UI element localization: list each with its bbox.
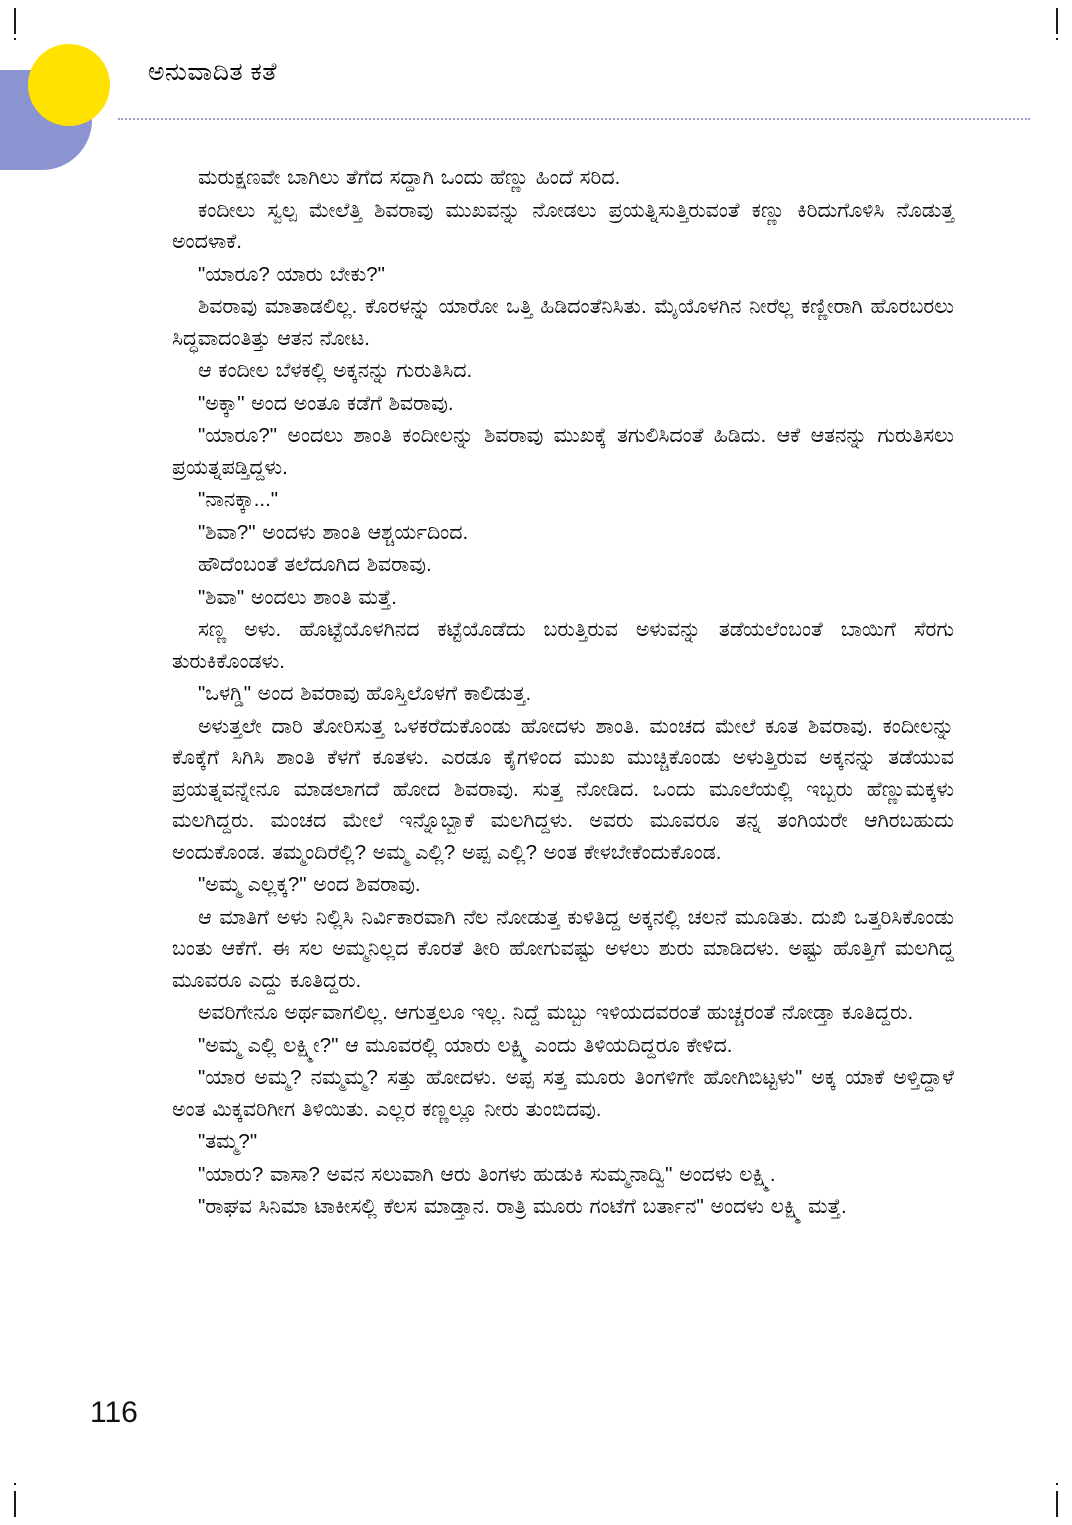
paragraph: ಆ ಮಾತಿಗೆ ಅಳು ನಿಲ್ಲಿಸಿ ನಿರ್ವಿಕಾರವಾಗಿ ನೆಲ ನೋಡುತ್ತ ಕುಳಿತಿದ್ದ ಅಕ್ಕನಲ್ಲಿ ಚಲನೆ ಮೂಡಿತು. ದುಖಿ ಒತ್ತರಿಸಿಕೊಂಡು ಬಂತು ಆಕೆಗೆ. ಈ ಸಲ ಅಮ್ಮನಿಲ್ಲದ ಕೊರತೆ ತೀರಿ ಹೋಗುವಷ್ಟು ಅಳಲು ಶುರು ಮಾಡಿದಳು. ಅಷ್ಟು ಹೊತ್ತಿಗೆ ಮಲಗಿದ್ದ ಮೂವರೂ ಎದ್ದು ಕೂತಿದ್ದರು. — [172, 905, 954, 992]
paragraph: "ಒಳಗ್ಡಿ" ಅಂದ ಶಿವರಾವು ಹೊಸ್ತಿಲೊಳಗೆ ಕಾಲಿಡುತ್ತ. — [198, 682, 532, 705]
paragraph: ಆ ಕಂದೀಲ ಬೆಳಕಲ್ಲಿ ಅಕ್ಕನನ್ನು ಗುರುತಿಸಿದ. — [198, 359, 473, 382]
page-number: 116 — [90, 1396, 138, 1429]
paragraph: "ಯಾರ ಅಮ್ಮ? ನಮ್ಮಮ್ಮ? ಸತ್ತು ಹೋದಳು. ಅಪ್ಪ ಸತ್ತ ಮೂರು ತಿಂಗಳಿಗೇ ಹೋಗಿಬಿಟ್ಟಳು" ಅಕ್ಕ ಯಾಕೆ ಅಳ್ತಿದ್ದಾಳೆ ಅಂತ ಮಿಕ್ಕವರಿಗೀಗ ತಿಳಿಯಿತು. ಎಲ್ಲರ ಕಣ್ಣಲ್ಲೂ ನೀರು ತುಂಬಿದವು. — [172, 1066, 954, 1121]
crop-mark-top-left — [14, 8, 16, 34]
paragraph: "ಯಾರು? ವಾಸಾ? ಅವನ ಸಲುವಾಗಿ ಆರು ತಿಂಗಳು ಹುಡುಕಿ ಸುಮ್ಮನಾದ್ವಿ" ಅಂದಳು ಲಕ್ಷ್ಮಿ. — [198, 1162, 776, 1186]
paragraph: ಶಿವರಾವು ಮಾತಾಡಲಿಲ್ಲ. ಕೊರಳನ್ನು ಯಾರೋ ಒತ್ತಿ ಹಿಡಿದಂತೆನಿಸಿತು. ಮೈಯೊಳಗಿನ ನೀರೆಲ್ಲ ಕಣ್ಣೀರಾಗಿ ಹೊರಬರಲು ಸಿದ್ಧವಾದಂತಿತ್ತು ಆತನ ನೋಟ. — [172, 295, 954, 350]
paragraph: "ಶಿವಾ" ಅಂದಲು ಶಾಂತಿ ಮತ್ತೆ. — [198, 585, 397, 609]
paragraph: ಕಂದೀಲು ಸ್ವಲ್ಪ ಮೇಲೆತ್ತಿ ಶಿವರಾವು ಮುಖವನ್ನು ನೋಡಲು ಪ್ರಯತ್ನಿಸುತ್ತಿರುವಂತೆ ಕಣ್ಣು ಕಿರಿದುಗೊಳಿಸಿ ನೊಡುತ್ತ ಅಂದಳಾಕೆ. — [172, 198, 954, 253]
paragraph: "ಅಮ್ಮ ಎಲ್ಲಕ್ಕ?" ಅಂದ ಶಿವರಾವು. — [198, 873, 421, 896]
paragraph: "ಅಕ್ಕಾ" ಅಂದ ಅಂತೂ ಕಡೆಗೆ ಶಿವರಾವು. — [198, 391, 454, 415]
paragraph: "ಅಮ್ಮ ಎಲ್ಲಿ ಲಕ್ಷ್ಮೀ?" ಆ ಮೂವರಲ್ಲಿ ಯಾರು ಲಕ್ಷ್ಮಿ ಎಂದು ತಿಳಿಯದಿದ್ದರೂ ಕೇಳಿದ. — [198, 1033, 733, 1057]
registration-dot-bottom-right — [1056, 1483, 1058, 1485]
paragraph: ಮರುಕ್ಷಣವೇ ಬಾಗಿಲು ತೆಗೆದ ಸದ್ದಾಗಿ ಒಂದು ಹೆಣ್ಣು ಹಿಂದೆ ಸರಿದ. — [198, 166, 621, 189]
paragraph: ಅವರಿಗೇನೂ ಅರ್ಥವಾಗಲಿಲ್ಲ. ಆಗುತ್ತಲೂ ಇಲ್ಲ. ನಿದ್ದೆ ಮಬ್ಬು ಇಳಿಯದವರಂತೆ ಹುಚ್ಚರಂತೆ ನೋಡ್ತಾ ಕೂತಿದ್ದರು. — [198, 1001, 914, 1024]
registration-dot-bottom-left — [14, 1483, 16, 1485]
crop-mark-bottom-right — [1056, 1491, 1058, 1517]
header-decoration — [0, 36, 140, 196]
paragraph: ಅಳುತ್ತಲೇ ದಾರಿ ತೋರಿಸುತ್ತ ಒಳಕರೆದುಕೊಂಡು ಹೋದಳು ಶಾಂತಿ. ಮಂಚದ ಮೇಲೆ ಕೂತ ಶಿವರಾವು. ಕಂದೀಲನ್ನು ಕೊಕ್ಕೆಗೆ ಸಿಗಿಸಿ ಶಾಂತಿ ಕೆಳಗೆ ಕೂತಳು. ಎರಡೂ ಕೈಗಳಿಂದ ಮುಖ ಮುಚ್ಚಿಕೊಂಡು ಅಳುತ್ತಿರುವ ಅಕ್ಕನನ್ನು ತಡೆಯುವ ಪ್ರಯತ್ನವನ್ನೇನೂ ಮಾಡಲಾಗದೆ ಹೋದ ಶಿವರಾವು. ಸುತ್ತ ನೋಡಿದ. ಒಂದು ಮೂಲೆಯಲ್ಲಿ ಇಬ್ಬರು ಹೆಣ್ಣುಮಕ್ಕಳು ಮಲಗಿದ್ದರು. ಮಂಚದ ಮೇಲೆ ಇನ್ನೊಬ್ಬಾಕೆ ಮಲಗಿದ್ದಳು. ಅವರು ಮೂವರೂ ತನ್ನ ತಂಗಿಯರೇ ಆಗಿರಬಹುದು ಅಂದುಕೊಂಡ. ತಮ್ಮಂದಿರೆಲ್ಲಿ? ಅಮ್ಮ ಎಲ್ಲಿ? ಅಪ್ಪ ಎಲ್ಲಿ? ಅಂತ ಕೇಳಬೇಕೆಂದುಕೊಂಡ. — [172, 714, 954, 864]
paragraph: "ಯಾರೂ? ಯಾರು ಬೇಕು?" — [198, 262, 385, 286]
paragraph: ಸಣ್ಣ ಅಳು. ಹೊಟ್ಟೆಯೊಳಗಿನದ ಕಟ್ಟೆಯೊಡೆದು ಬರುತ್ತಿರುವ ಅಳುವನ್ನು ತಡೆಯಲೆಂಬಂತೆ ಬಾಯಿಗೆ ಸೆರಗು ತುರುಕಿಕೊಂಡಳು. — [172, 618, 954, 673]
paragraph: "ಶಿವಾ?" ಅಂದಳು ಶಾಂತಿ ಆಶ್ಚರ್ಯದಿಂದ. — [198, 520, 469, 544]
registration-dot-top-left — [14, 38, 16, 40]
paragraph: "ರಾಘವ ಸಿನಿಮಾ ಟಾಕೀಸಲ್ಲಿ ಕೆಲಸ ಮಾಡ್ತಾನ. ರಾತ್ರಿ ಮೂರು ಗಂಟೆಗೆ ಬರ್ತಾನ" ಅಂದಳು ಲಕ್ಷ್ಮಿ ಮತ್ತೆ. — [198, 1195, 847, 1218]
paragraph: "ತಮ್ಮ?" — [198, 1130, 258, 1153]
header-dotted-rule — [118, 118, 1030, 120]
page-body — [172, 162, 954, 1224]
decorative-yellow-circle — [28, 44, 110, 126]
paragraph: "ನಾನಕ್ಕಾ..." — [198, 488, 279, 511]
paragraph: ಹೌದೆಂಬಂತೆ ತಲೆದೂಗಿದ ಶಿವರಾವು. — [198, 553, 432, 576]
registration-dot-top-right — [1056, 38, 1058, 40]
decorative-blue-semicircle — [0, 70, 92, 170]
running-head: ಅನುವಾದಿತ ಕತೆ — [148, 58, 278, 86]
paragraph: "ಯಾರೂ?" ಅಂದಲು ಶಾಂತಿ ಕಂದೀಲನ್ನು ಶಿವರಾವು ಮುಖಕ್ಕೆ ತಗುಲಿಸಿದಂತೆ ಹಿಡಿದು. ಆಕೆ ಆತನನ್ನು ಗುರುತಿಸಲು ಪ್ರಯತ್ನಪಡ್ತಿದ್ದಳು. — [172, 424, 954, 479]
crop-mark-bottom-left — [14, 1491, 16, 1517]
crop-mark-top-right — [1056, 8, 1058, 34]
